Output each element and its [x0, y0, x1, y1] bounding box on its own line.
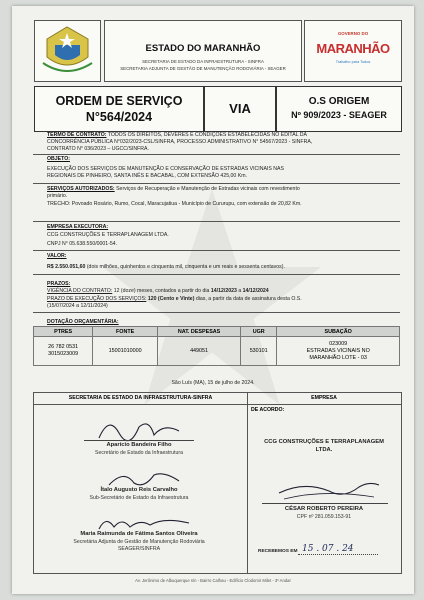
table-header: UGR	[241, 327, 277, 337]
gov-logo-small: GOVERNO DO	[337, 31, 369, 36]
ordem-servico-box	[34, 86, 204, 132]
signature-cesar	[274, 473, 384, 507]
servicos-trecho: TRECHO: Povoado Rosário, Rumo, Cocal, Maracujatiua - Município de Cururupu, com extensão de 20,82 Km.	[47, 201, 302, 207]
cesar-cpf: CPF nº 281.059.153-91	[296, 514, 352, 520]
via-box	[204, 86, 276, 132]
document-page	[12, 6, 414, 594]
table-header: NAT. DESPESAS	[158, 327, 241, 337]
contrato-line-3: CONTRATO N° 036/2023 – UGCC/SINFRA.	[47, 146, 149, 152]
secretaria-line: SECRETARIA DE ESTADO DA INFRAESTRUTURA - SINFRA	[142, 59, 264, 64]
table-row	[34, 337, 400, 366]
company-name-line-2: LTDA.	[315, 447, 333, 453]
de-acordo-label: DE ACORDO:	[251, 407, 285, 413]
servicos-line-2: primário.	[47, 193, 68, 199]
signature-section	[33, 392, 402, 574]
empresa-header: EMPRESA	[247, 393, 401, 405]
natureza-cell: 449051	[158, 337, 241, 366]
prazos-label-line	[47, 281, 70, 287]
signature-aparicio	[94, 413, 184, 443]
signer-2-role: Sub-Secretário de Estado da Infraestrutura	[89, 495, 189, 501]
ordem-servico-title: ORDEM DE SERVIÇO	[55, 94, 183, 108]
objeto-line-1: EXECUÇÃO DOS SERVIÇOS DE MANUTENÇÃO E CONSERVAÇÃO DE ESTRADAS VICINAIS NAS	[47, 166, 284, 172]
valor-label-line	[47, 253, 67, 259]
os-origem-title: O.S ORIGEM	[308, 96, 370, 107]
signer-3-name: Maria Raimunda de Fátima Santos Oliveira	[80, 531, 198, 537]
government-logo	[304, 20, 402, 82]
place-date: São Luís (MA), 15 de julho de 2024.	[171, 380, 255, 386]
contrato-line-2: CONCORRÊNCIA PÚBLICA N°032/2023-CSL/SINFRA, PROCESSO ADMINISTRATIVO N° 54567/2023 - SINFRA,	[47, 139, 313, 145]
servicos-line-1: SERVIÇOS AUTORIZADOS: Serviços de Recuperação e Manutenção de Estradas vicinais com revestimento	[47, 186, 300, 192]
empresa-name: CCG CONSTRUÇÕES E TERRAPLANAGEM LTDA.	[47, 232, 169, 238]
table-header: PTRES	[34, 327, 93, 337]
signer-1-role: Secretário de Estado da Infraestrutura	[95, 450, 183, 456]
dotacao-table	[33, 326, 400, 366]
sinfra-header: SECRETARIA DE ESTADO DA INFRAESTRUTURA-SINFRA	[34, 393, 247, 405]
os-origem-box	[276, 86, 402, 132]
valor-label: VALOR:	[47, 253, 67, 259]
valor-line	[47, 264, 285, 270]
objeto-label-line	[47, 156, 70, 162]
state-title: ESTADO DO MARANHÃO	[145, 43, 261, 54]
prazos-label: PRAZOS:	[47, 281, 71, 287]
state-coat-of-arms	[34, 20, 101, 82]
objeto-line-2: REGIONAIS DE PINHEIRO, SANTA INÊS E BACABAL, COM EXTENSÃO 425,00 Km.	[47, 173, 247, 179]
recebemos-date: 15 . 07 . 24	[302, 544, 354, 554]
dotacao-label: DOTAÇÃO ORÇAMENTÁRIA:	[47, 319, 119, 325]
os-origem-number: Nº 909/2023 - SEAGER	[291, 110, 387, 120]
vigencia-line: VIGÊNCIA DO CONTRATO: 12 (doze) meses, contados a partir do dia 14/12/2023 a 14/12/2024	[47, 288, 269, 294]
ugr-cell: 530101	[241, 337, 277, 366]
contrato-label: TERMO DE CONTRATO:	[47, 132, 107, 138]
table-header: FONTE	[93, 327, 158, 337]
secretaria-adjunta-line: SECRETARIA ADJUNTA DE GESTÃO DE MANUTENÇÃO RODOVIÁRIA - SEAGER	[120, 66, 286, 71]
dotacao-label-line	[47, 319, 119, 325]
signer-2-name: Ítalo Augusto Reis Carvalho	[100, 487, 178, 493]
via-label: VIA	[229, 101, 251, 116]
company-name-line-1: CCG CONSTRUÇÕES E TERRAPLANAGEM	[264, 439, 384, 445]
table-header: SUBAÇÃO	[277, 327, 400, 337]
cesar-name: CÉSAR ROBERTO PEREIRA	[284, 506, 364, 512]
header-title-box	[104, 20, 302, 82]
ptres-cell: 26 782 0531 3015023009	[34, 337, 93, 366]
ordem-servico-number: N°564/2024	[85, 110, 153, 124]
execucao-line: PRAZO DE EXECUÇÃO DOS SERVIÇOS: 120 (Cento e Vinte) dias, a partir da data de assinatura desta O.S.	[47, 296, 302, 302]
valor-extenso: (dois milhões, quinhentos e cinquenta mil, cinquenta e um reais e sessenta centavos).	[86, 264, 285, 270]
gov-logo-tagline: Trabalho para Todos	[335, 60, 371, 64]
fonte-cell: 15001010000	[93, 337, 158, 366]
empresa-cnpj: CNPJ N° 05.638.550/0001-54.	[47, 241, 118, 247]
objeto-label: OBJETO:	[47, 156, 70, 162]
valor-amount: R$ 2.550.051,60	[47, 264, 86, 270]
subacao-cell: 023009 ESTRADAS VICINAIS NO MARANHÃO LOTE - 03	[277, 337, 400, 366]
table-header-row	[34, 327, 400, 337]
empresa-label-line	[47, 224, 108, 230]
recebemos-label: RECEBEMOS EM	[258, 549, 298, 554]
contrato-line-1: TERMO DE CONTRATO: TODOS OS DIREITOS, DEVERES E CONDIÇÕES ESTABELECIDAS NO EDITAL DA	[47, 132, 308, 138]
gov-logo-text: MARANHÃO	[316, 41, 390, 56]
empresa-label: EMPRESA EXECUTORA:	[47, 224, 109, 230]
servicos-label: SERVIÇOS AUTORIZADOS:	[47, 186, 115, 192]
footer-address: Av. Jerônimo de Albuquerque s/n - Bairro Calhau - Edifício Clodomir Milet - 3º Andar	[135, 578, 291, 583]
signer-1-name: Aparício Bandeira Filho	[106, 442, 172, 448]
execucao-range: (15/07/2024 a 12/11/2024)	[47, 303, 108, 309]
signer-3-role: Secretária Adjunta de Gestão de Manutenção Rodoviária	[73, 539, 205, 545]
signer-3-dept: SEAGER/SINFRA	[117, 546, 161, 552]
